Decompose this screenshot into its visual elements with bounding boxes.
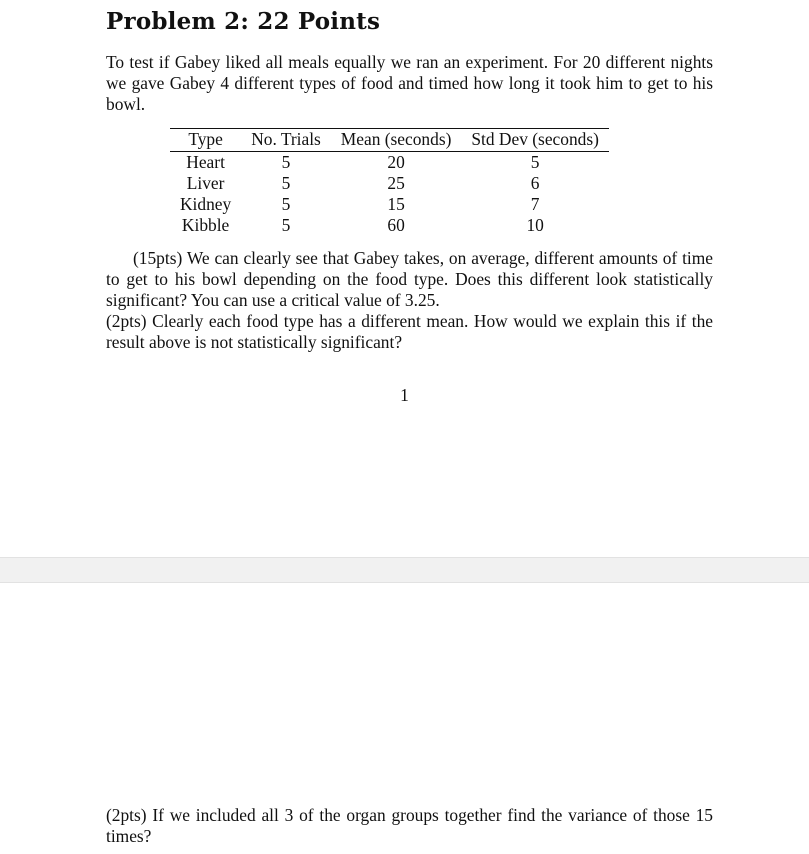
question-block [106, 248, 713, 353]
cell-trials: 5 [281, 173, 291, 193]
cell-type: Heart [186, 152, 225, 172]
cell-trials: 5 [281, 215, 291, 235]
cell-trials: 5 [281, 152, 291, 172]
cell-std-dev: 5 [530, 152, 540, 172]
cell-mean: 25 [387, 173, 405, 193]
column-header-trials: No. Trials [251, 129, 321, 149]
cell-type: Liver [186, 173, 225, 193]
cell-mean: 60 [387, 215, 405, 235]
document-page-2 [0, 583, 809, 854]
table-row [170, 194, 609, 215]
question-1-text: (15pts) We can clearly see that Gabey takes, on average, different amounts of time to get to his bowl depending on the food type. Does this different look statistically significant? You can use a critical value of 3.25. [106, 248, 713, 310]
column-header-type: Type [188, 129, 223, 149]
question-2-text: (2pts) Clearly each food type has a different mean. How would we explain this if the result above is not statistically significant? [106, 311, 713, 352]
food-timing-table [170, 128, 609, 236]
cell-trials: 5 [281, 194, 291, 214]
table-header-row [170, 129, 609, 152]
column-header-std-dev: Std Dev (seconds) [471, 129, 599, 149]
cell-mean: 15 [387, 194, 405, 214]
table-row [170, 152, 609, 174]
table-row [170, 215, 609, 236]
cell-type: Kidney [180, 194, 232, 214]
problem-heading: Problem 2: 22 Points [106, 8, 381, 35]
question-3-text: (2pts) If we included all 3 of the organ groups together find the variance of those 15 times? [106, 805, 713, 846]
cell-std-dev: 6 [530, 173, 540, 193]
column-header-mean: Mean (seconds) [340, 129, 452, 149]
cell-std-dev: 10 [526, 215, 544, 235]
cell-type: Kibble [181, 215, 230, 235]
page-number: 1 [400, 385, 409, 405]
page-separator [0, 557, 809, 583]
problem-intro-paragraph: To test if Gabey liked all meals equally we ran an experiment. For 20 different nights we gave Gabey 4 different types of food and timed how long it took him to get to his bowl. [106, 52, 713, 114]
table-row [170, 173, 609, 194]
cell-mean: 20 [387, 152, 405, 172]
cell-std-dev: 7 [530, 194, 540, 214]
